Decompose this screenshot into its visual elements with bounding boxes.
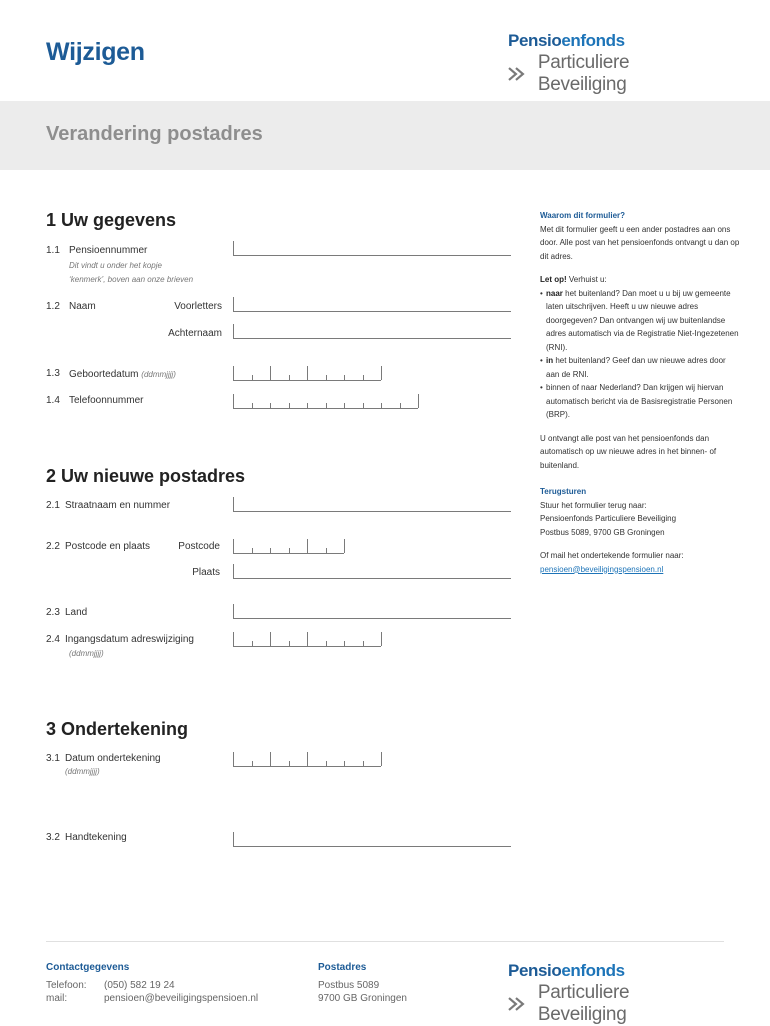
plaats-label: Plaats	[192, 567, 220, 578]
char-box-divider	[381, 403, 382, 408]
char-box-divider	[233, 394, 234, 408]
bullet-naar: • naar het buitenland? Dan moet u u bij uw gemeente laten uitschrijven. Heeft u uw nieuwe adres doorgegeven? Dan ontvangen wij uw buitenlandse adres automatisch via de Registratie Niet-Ingezetenen (RNI).	[540, 288, 739, 352]
field-1-1-number: 1.1	[46, 245, 60, 256]
field-2-4-number: 2.4	[46, 634, 60, 645]
char-box-divider	[289, 375, 290, 380]
char-box-divider	[363, 375, 364, 380]
datum-ondertekening-field[interactable]	[233, 752, 381, 767]
char-box-divider	[252, 375, 253, 380]
char-box-divider	[326, 641, 327, 646]
land-field[interactable]	[233, 604, 511, 619]
char-box-divider	[381, 632, 382, 646]
char-box-divider	[270, 632, 271, 646]
char-box-divider	[289, 761, 290, 766]
char-box-divider	[363, 403, 364, 408]
field-2-3-number: 2.3	[46, 607, 60, 618]
char-box-divider	[344, 641, 345, 646]
char-box-divider	[326, 548, 327, 553]
datum-ondertekening-format-hint: (ddmmjjjj)	[65, 767, 100, 776]
pensioennummer-hint: Dit vindt u onder het kopje ‘kenmerk’, boven aan onze brieven	[69, 261, 194, 284]
return-title: Terugsturen	[540, 487, 587, 496]
achternaam-field[interactable]	[233, 324, 511, 339]
section-3-title: 3 Ondertekening	[46, 719, 189, 739]
post-title: Postadres	[318, 962, 367, 973]
post-line-2: 9700 GB Groningen	[318, 993, 407, 1004]
char-box-divider	[326, 375, 327, 380]
return-text: Stuur het formulier terug naar:	[540, 500, 647, 510]
section-2-title: 2 Uw nieuwe postadres	[46, 466, 246, 486]
return-address-2: Postbus 5089, 9700 GB Groningen	[540, 527, 665, 537]
char-box-divider	[344, 761, 345, 766]
field-3-2-number: 3.2	[46, 832, 60, 843]
char-box-divider	[252, 548, 253, 553]
ingangsdatum-label: Ingangsdatum adreswijziging	[65, 634, 194, 645]
pensioennummer-label: Pensioennummer	[69, 245, 148, 256]
voorletters-field[interactable]	[233, 297, 511, 312]
footer-logo: Pensioenfonds Particuliere Beveiliging	[508, 961, 630, 1025]
field-2-2-number: 2.2	[46, 541, 60, 552]
field-1-4-number: 1.4	[46, 395, 60, 406]
char-box-divider	[363, 641, 364, 646]
char-box-divider	[307, 632, 308, 646]
naam-label: Naam	[69, 301, 96, 312]
char-box-divider	[289, 548, 290, 553]
telefoonnummer-label: Telefoonnummer	[69, 395, 144, 406]
handtekening-field[interactable]	[233, 832, 511, 847]
char-box-divider	[233, 752, 234, 766]
page-title: Wijzigen	[46, 38, 145, 66]
char-box-divider	[326, 761, 327, 766]
char-box-divider	[344, 375, 345, 380]
mail-text: Of mail het ondertekende formulier naar:	[540, 551, 684, 560]
telefoonnummer-field[interactable]	[233, 394, 418, 409]
field-2-1-number: 2.1	[46, 500, 60, 511]
bullet-in: • in het buitenland? Geef dan uw nieuwe adres door aan de RNI.	[540, 356, 726, 379]
char-box-divider	[252, 761, 253, 766]
geboortedatum-label: Geboortedatum (ddmmjjjj)	[69, 369, 176, 380]
field-1-3-number: 1.3	[46, 368, 60, 379]
char-box-divider	[307, 403, 308, 408]
achternaam-label: Achternaam	[168, 328, 222, 339]
letop-line: Let op! Verhuist u:	[540, 275, 607, 284]
char-box-divider	[307, 366, 308, 380]
char-box-divider	[381, 366, 382, 380]
char-box-divider	[307, 752, 308, 766]
char-box-divider	[307, 539, 308, 553]
form-subtitle: Verandering postadres	[46, 123, 263, 145]
char-box-divider	[363, 761, 364, 766]
tel-label: Telefoon:	[46, 980, 87, 991]
char-box-divider	[381, 752, 382, 766]
char-box-divider	[400, 403, 401, 408]
char-box-divider	[326, 403, 327, 408]
pension-fund-logo: Pensioenfonds Particuliere Beveiliging	[508, 31, 630, 95]
postcode-plaats-label: Postcode en plaats	[65, 541, 151, 552]
post-line-1: Postbus 5089	[318, 980, 380, 991]
sidebar-info	[540, 209, 740, 576]
char-box-divider	[289, 641, 290, 646]
tel-value: (050) 582 19 24	[104, 980, 175, 991]
handtekening-label: Handtekening	[65, 832, 127, 843]
char-box-divider	[270, 548, 271, 553]
return-address-1: Pensioenfonds Particuliere Beveiliging	[540, 514, 677, 523]
char-box-divider	[418, 394, 419, 408]
ingangsdatum-field[interactable]	[233, 632, 381, 647]
straatnaam-label: Straatnaam en nummer	[65, 500, 171, 511]
double-chevron-right-icon	[508, 997, 534, 1011]
land-label: Land	[65, 607, 88, 618]
char-box-divider	[344, 403, 345, 408]
char-box-divider	[233, 632, 234, 646]
ingangsdatum-format-hint: (ddmmjjjj)	[69, 649, 104, 658]
plaats-field[interactable]	[233, 564, 511, 579]
straatnaam-field[interactable]	[233, 497, 511, 512]
mail-value: pensioen@beveiligingspensioen.nl	[104, 993, 259, 1004]
contact-title: Contactgegevens	[46, 962, 130, 973]
char-box-divider	[289, 403, 290, 408]
footer-divider	[46, 941, 724, 942]
char-box-divider	[270, 403, 271, 408]
field-3-1-number: 3.1	[46, 753, 60, 764]
char-box-divider	[270, 366, 271, 380]
bullet-binnen: • binnen of naar Nederland? Dan krijgen wij hiervan automatisch bericht via de Basisregistratie Personen (BRP).	[540, 383, 733, 419]
char-box-divider	[344, 539, 345, 553]
char-box-divider	[252, 403, 253, 408]
char-box-divider	[252, 641, 253, 646]
char-box-divider	[233, 539, 234, 553]
section-1-title: 1 Uw gegevens	[46, 210, 177, 230]
why-title: Waarom dit formulier?	[540, 211, 626, 220]
voorletters-label: Voorletters	[174, 301, 222, 312]
postcode-label: Postcode	[178, 541, 220, 552]
why-text: Met dit formulier geeft u een ander postadres aan ons door. Alle post van het pensioenfonds ontvangt u dan op dit adres.	[540, 224, 740, 261]
double-chevron-right-icon	[508, 67, 534, 81]
postcode-field[interactable]	[233, 539, 344, 554]
field-1-2-number: 1.2	[46, 301, 60, 312]
mail-link[interactable]: pensioen@beveiligingspensioen.nl	[540, 564, 664, 574]
geboortedatum-field[interactable]	[233, 366, 381, 381]
char-box-divider	[233, 366, 234, 380]
post-info-text: U ontvangt alle post van het pensioenfonds dan automatisch op uw nieuwe adres in het binnen- of buitenland.	[540, 433, 717, 470]
datum-ondertekening-label: Datum ondertekening	[65, 753, 161, 764]
char-box-divider	[270, 752, 271, 766]
mail-label: mail:	[46, 993, 68, 1004]
pensioennummer-field[interactable]	[233, 241, 511, 256]
